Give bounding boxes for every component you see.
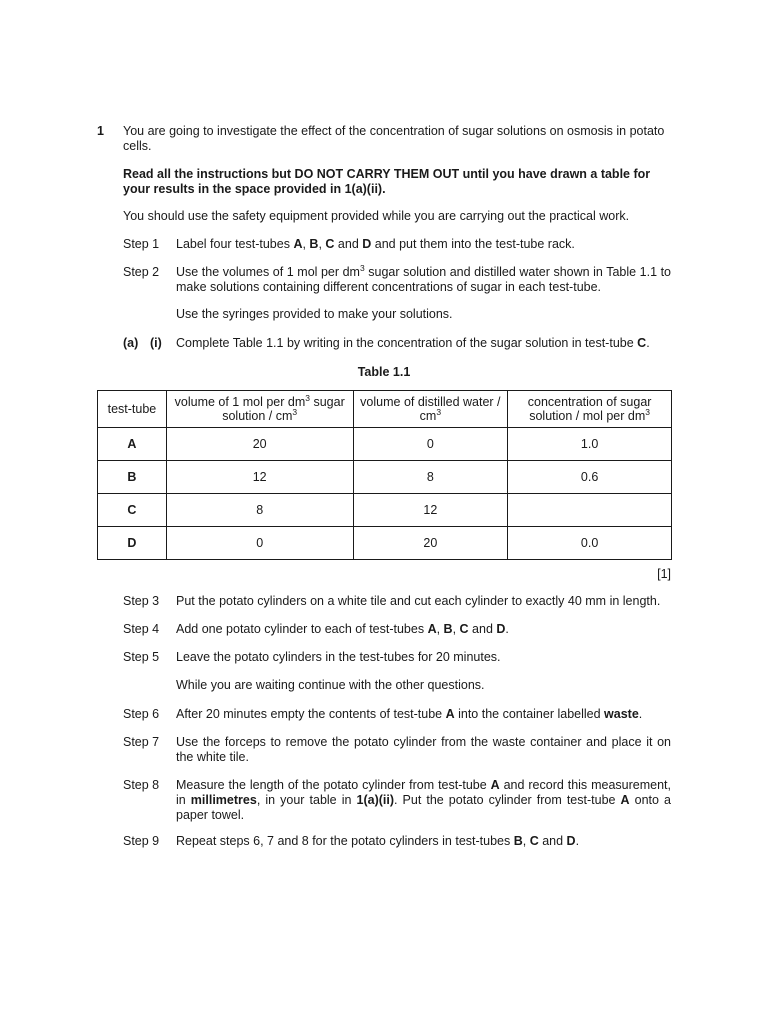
step-label: Step 7 bbox=[123, 735, 160, 749]
step-text: Use the volumes of 1 mol per $dm^3$ sugar solution and distilled water shown in Table 1.1 to make solutions containing different concentrations of sugar in each test-tube. bbox=[176, 263, 671, 294]
table-header-row bbox=[98, 391, 672, 428]
subpart-label: (i) bbox=[150, 336, 162, 350]
step-label: Step 5 bbox=[123, 650, 160, 664]
mark-allocation: [1] bbox=[657, 567, 671, 581]
cell-sugar: 8 bbox=[166, 494, 353, 527]
step-label: Step 6 bbox=[123, 707, 160, 721]
cell-tube: D bbox=[98, 527, 167, 560]
part-label: (a) bbox=[123, 336, 139, 350]
step-text-extra: Use the syringes provided to make your solutions. bbox=[176, 307, 453, 321]
table-row bbox=[98, 527, 672, 560]
bold-instruction: Read all the instructions but DO NOT CARRY THEM OUT until you have drawn a table for your results in the space provided in 1(a)(ii). bbox=[123, 167, 651, 196]
cell-conc: 1.0 bbox=[508, 428, 672, 461]
step-label: Step 2 bbox=[123, 265, 160, 279]
question-number: 1 bbox=[97, 124, 104, 138]
cell-water: 8 bbox=[353, 461, 508, 494]
cell-conc: 0.6 bbox=[508, 461, 672, 494]
step-text: Label four test-tubes A, B, C and D and put them into the test-tube rack. bbox=[176, 237, 575, 251]
header-concentration: concentration of sugar solution / mol per $dm^3$ bbox=[508, 391, 672, 428]
step-label: Step 9 bbox=[123, 834, 160, 848]
step-text: Use the forceps to remove the potato cylinder from the waste container and place it on the white tile. bbox=[176, 735, 671, 764]
header-water-volume: volume of distilled water / $cm^3$ bbox=[353, 391, 508, 428]
step-label: Step 1 bbox=[123, 237, 160, 251]
cell-water: 12 bbox=[353, 494, 508, 527]
cell-conc: 0.0 bbox=[508, 527, 672, 560]
header-sugar-volume: volume of 1 mol per $dm^3$ sugar solution / $cm^3$ bbox=[166, 391, 353, 428]
cell-conc-answer[interactable] bbox=[508, 494, 672, 527]
safety-text: You should use the safety equipment provided while you are carrying out the practical work. bbox=[123, 209, 630, 223]
table-row bbox=[98, 428, 672, 461]
cell-tube: B bbox=[98, 461, 167, 494]
cell-water: 0 bbox=[353, 428, 508, 461]
step-text: Leave the potato cylinders in the test-tubes for 20 minutes. bbox=[176, 650, 501, 664]
table-title: Table 1.1 bbox=[357, 365, 411, 379]
cell-water: 20 bbox=[353, 527, 508, 560]
step-text: Add one potato cylinder to each of test-tubes A, B, C and D. bbox=[176, 622, 509, 636]
table-row bbox=[98, 461, 672, 494]
step-label: Step 8 bbox=[123, 778, 160, 792]
results-table bbox=[97, 390, 672, 560]
step-text: After 20 minutes empty the contents of test-tube A into the container labelled waste. bbox=[176, 707, 643, 721]
step-label: Step 3 bbox=[123, 594, 160, 608]
cell-tube: C bbox=[98, 494, 167, 527]
cell-tube: A bbox=[98, 428, 167, 461]
header-test-tube: test-tube bbox=[98, 391, 167, 428]
step-label: Step 4 bbox=[123, 622, 160, 636]
step-text-extra: While you are waiting continue with the other questions. bbox=[176, 678, 485, 692]
step-text: Measure the length of the potato cylinder from test-tube A and record this measurement, in millimetres, in your table in 1(a)(ii). Put the potato cylinder from test-tube A onto a paper towel. bbox=[176, 778, 671, 822]
intro-text: You are going to investigate the effect of the concentration of sugar solutions on osmosis in potato cells. bbox=[123, 124, 665, 153]
subquestion-text: Complete Table 1.1 by writing in the concentration of the sugar solution in test-tube C. bbox=[176, 336, 650, 350]
cell-sugar: 0 bbox=[166, 527, 353, 560]
cell-sugar: 20 bbox=[166, 428, 353, 461]
step-text: Put the potato cylinders on a white tile and cut each cylinder to exactly 40 mm in length. bbox=[176, 594, 661, 608]
table-row bbox=[98, 494, 672, 527]
cell-sugar: 12 bbox=[166, 461, 353, 494]
step-text: Repeat steps 6, 7 and 8 for the potato cylinders in test-tubes B, C and D. bbox=[176, 834, 580, 848]
